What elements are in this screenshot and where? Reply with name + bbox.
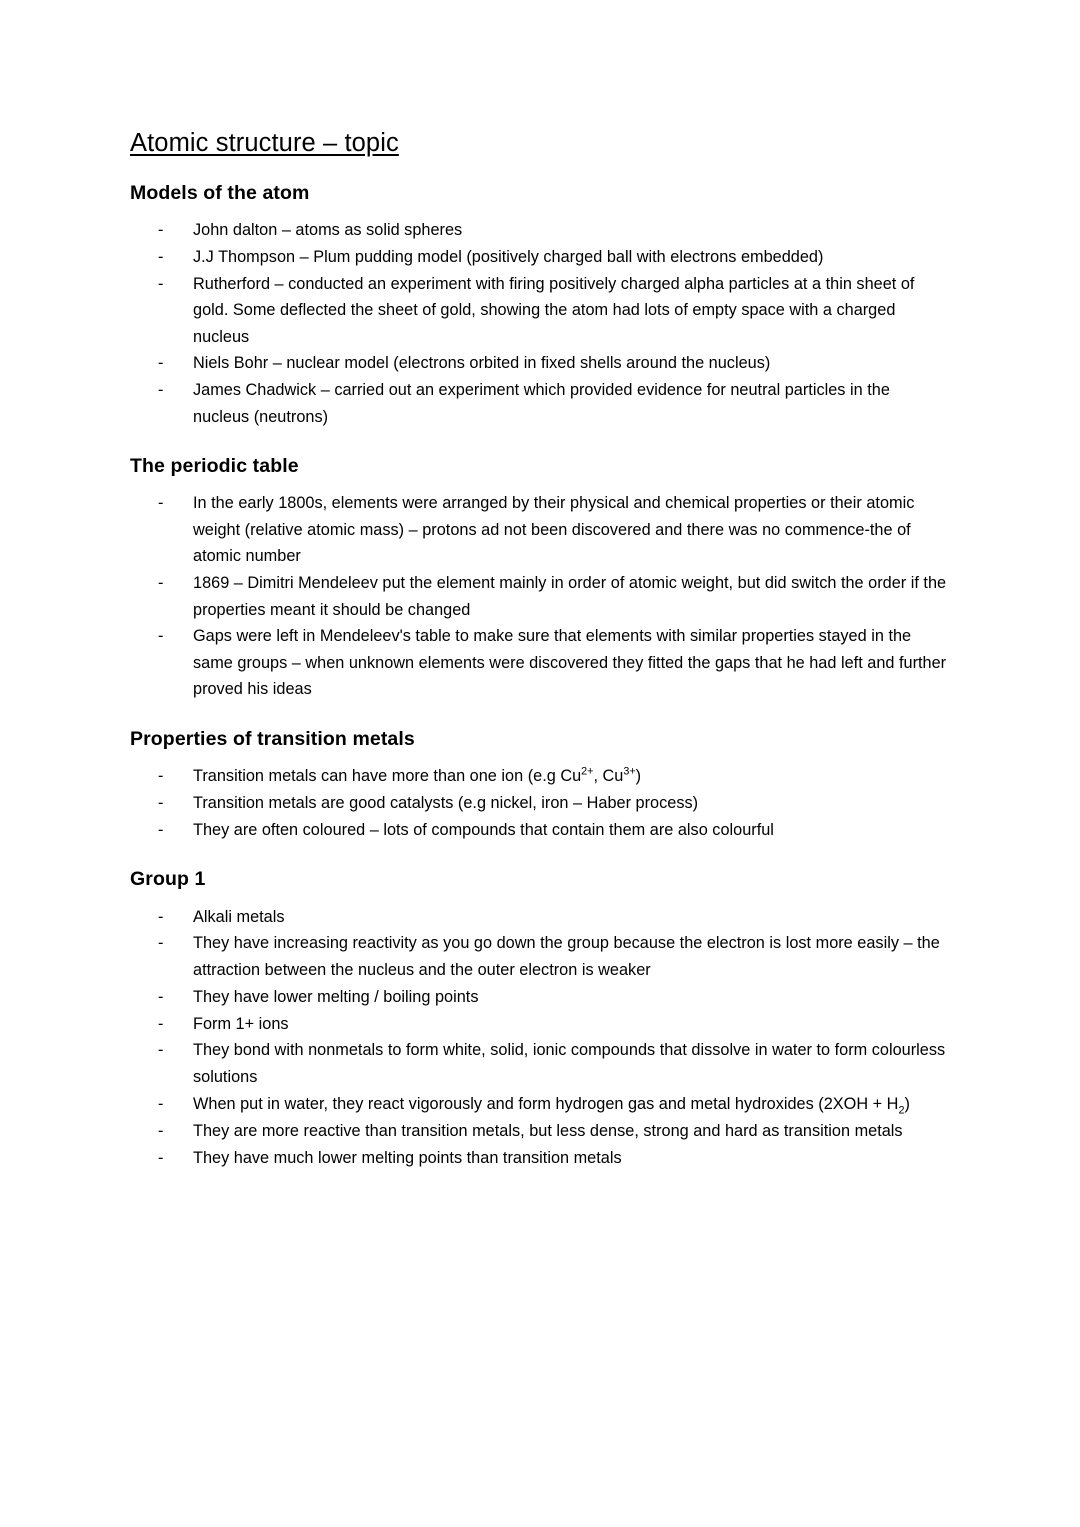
list-item bbox=[130, 350, 950, 376]
list-item-text: They bond with nonmetals to form white, solid, ionic compounds that dissolve in water to form colourless solutions bbox=[193, 1041, 946, 1086]
bullet-marker: - bbox=[158, 220, 164, 239]
bullet-list bbox=[130, 904, 950, 1171]
list-item-text: Transition metals are good catalysts (e.g nickel, iron – Haber process) bbox=[193, 793, 699, 812]
list-item-text: They are more reactive than transition metals, but less dense, strong and hard as transition metals bbox=[193, 1121, 903, 1140]
list-item bbox=[130, 623, 950, 702]
list-item-text: Niels Bohr – nuclear model (electrons orbited in fixed shells around the nucleus) bbox=[193, 354, 771, 373]
list-item bbox=[130, 377, 950, 430]
list-item-text: Gaps were left in Mendeleev's table to make sure that elements with similar properties stayed in the same groups – when unknown elements were discovered they fitted the gaps that he had left and further proved his ideas bbox=[193, 627, 947, 699]
list-item bbox=[130, 904, 950, 930]
list-item bbox=[130, 790, 950, 816]
list-item bbox=[130, 271, 950, 350]
bullet-list bbox=[130, 763, 950, 843]
bullet-marker: - bbox=[158, 274, 164, 293]
bullet-marker: - bbox=[158, 1014, 164, 1033]
list-item-text: They are often coloured – lots of compounds that contain them are also colourful bbox=[193, 820, 774, 839]
section-heading: Properties of transition metals bbox=[130, 727, 415, 750]
bullet-marker: - bbox=[158, 1041, 164, 1060]
bullet-marker: - bbox=[158, 494, 164, 513]
list-item bbox=[130, 217, 950, 243]
list-item bbox=[130, 1011, 950, 1037]
list-item-text: They have lower melting / boiling points bbox=[193, 987, 479, 1006]
bullet-marker: - bbox=[158, 1148, 164, 1167]
bullet-marker: - bbox=[158, 820, 164, 839]
bullet-marker: - bbox=[158, 247, 164, 266]
list-item bbox=[130, 984, 950, 1010]
list-item bbox=[130, 1118, 950, 1144]
bullet-marker: - bbox=[158, 987, 164, 1006]
list-item-text: They have increasing reactivity as you go down the group because the electron is lost more easily – the attraction between the nucleus and the outer electron is weaker bbox=[193, 934, 940, 979]
bullet-marker: - bbox=[158, 934, 164, 953]
list-item-text: When put in water, they react vigorously and form hydrogen gas and metal hydroxides $(2XOH + H_2)$ bbox=[193, 1094, 910, 1116]
list-item-text: They have much lower melting points than transition metals bbox=[193, 1148, 622, 1167]
bullet-list bbox=[130, 490, 950, 702]
list-item-text: Transition metals can have more than one ion (e.g $Cu^{2+}$, $Cu^{3+}$) bbox=[193, 765, 642, 785]
list-item bbox=[130, 490, 950, 569]
bullet-marker: - bbox=[158, 574, 164, 593]
list-item-text: 1869 – Dimitri Mendeleev put the element mainly in order of atomic weight, but did switch the order if the properties meant it should be changed bbox=[193, 574, 947, 619]
bullet-marker: - bbox=[158, 1121, 164, 1140]
list-item-text: James Chadwick – carried out an experiment which provided evidence for neutral particles in the nucleus (neutrons) bbox=[193, 381, 890, 426]
list-item-text: John dalton – atoms as solid spheres bbox=[193, 220, 463, 239]
bullet-marker: - bbox=[158, 907, 164, 926]
list-item bbox=[130, 244, 950, 270]
bullet-marker: - bbox=[158, 766, 164, 785]
list-item bbox=[130, 817, 950, 843]
list-item-text: Alkali metals bbox=[193, 907, 285, 926]
section-heading: The periodic table bbox=[130, 455, 299, 478]
page-title: Atomic structure – topic bbox=[130, 129, 399, 157]
section-properties-of-transition-metals bbox=[130, 727, 950, 844]
list-item bbox=[130, 1145, 950, 1171]
list-item-text: In the early 1800s, elements were arranged by their physical and chemical properties or their atomic weight (relative atomic mass) – protons ad not been discovered and there was no commence-the of atomic number bbox=[193, 494, 915, 566]
bullet-marker: - bbox=[158, 793, 164, 812]
bullet-list bbox=[130, 217, 950, 430]
list-item bbox=[130, 930, 950, 983]
list-item bbox=[130, 1037, 950, 1090]
section-group-1 bbox=[130, 867, 950, 1171]
section-the-periodic-table bbox=[130, 454, 950, 703]
list-item bbox=[130, 1091, 950, 1117]
section-heading: Group 1 bbox=[130, 868, 206, 891]
bullet-marker: - bbox=[158, 381, 164, 400]
section-heading: Models of the atom bbox=[130, 181, 310, 204]
list-item-text: J.J Thompson – Plum pudding model (positively charged ball with electrons embedded) bbox=[193, 247, 824, 266]
bullet-marker: - bbox=[158, 627, 164, 646]
list-item bbox=[130, 763, 950, 789]
bullet-marker: - bbox=[158, 1094, 164, 1113]
section-models-of-the-atom bbox=[130, 181, 950, 431]
bullet-marker: - bbox=[158, 354, 164, 373]
list-item-text: Rutherford – conducted an experiment with firing positively charged alpha particles at a thin sheet of gold. Some deflected the sheet of gold, showing the atom had lots of empty space with a charged nucleus bbox=[193, 274, 915, 346]
list-item bbox=[130, 570, 950, 623]
list-item-text: Form 1+ ions bbox=[193, 1014, 289, 1033]
